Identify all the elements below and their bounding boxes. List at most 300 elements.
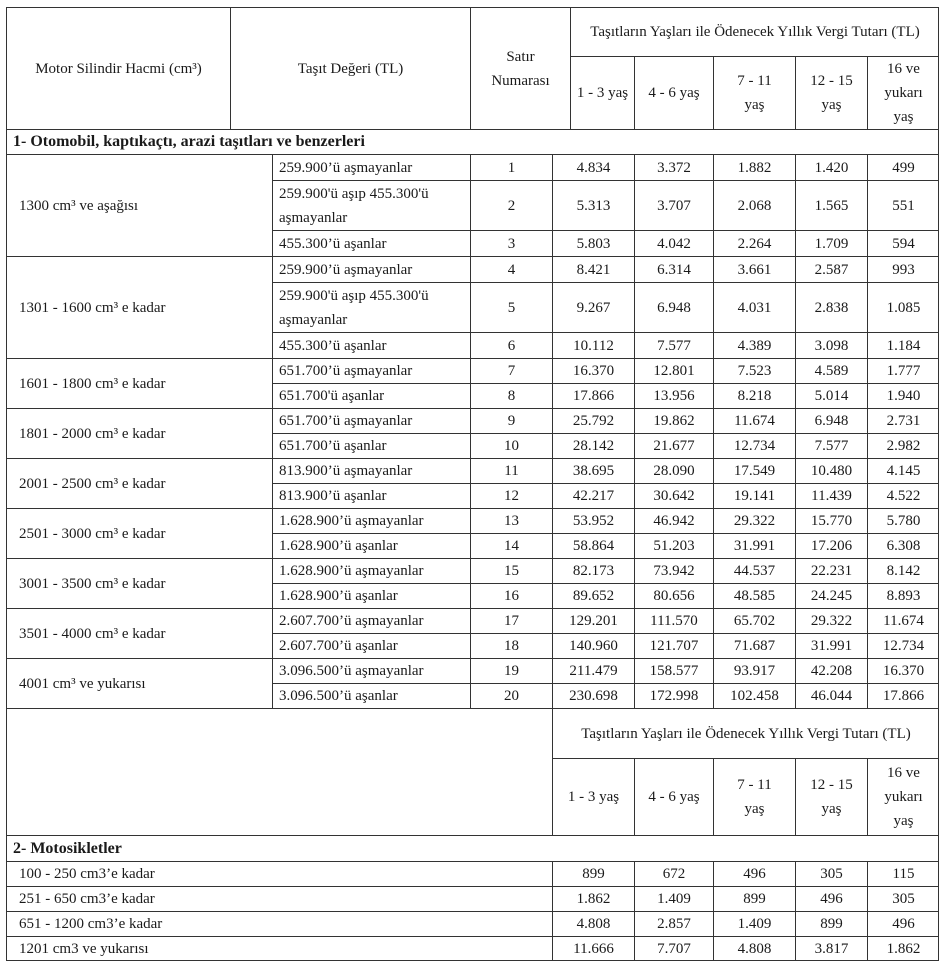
row-number-cell-text: 4 [507, 261, 516, 278]
tax-cell-text: 499 [892, 159, 915, 176]
tax-cell-text: 42.217 [572, 488, 615, 504]
vehicle-value-cell-text: 455.300’ü aşanlar [279, 337, 387, 354]
vehicle-value-cell-text: 813.900’ü aşanlar [279, 488, 387, 504]
tax-cell-text: 5.014 [814, 388, 849, 404]
motorcycle-tax-cell [713, 911, 795, 936]
motorcycle-engine-cell [6, 861, 552, 886]
tax-cell [867, 683, 939, 708]
row-number-cell-text: 7 [507, 363, 516, 379]
motorcycle-tax-cell [634, 936, 713, 961]
header-motor-cylinder-text: Motor Silindir Hacmi (cm³) [35, 60, 202, 77]
row-number-cell [470, 533, 552, 558]
tax-cell [867, 358, 939, 383]
row-number-cell-text: 5 [507, 299, 516, 316]
vehicle-value-cell [272, 683, 470, 708]
tax-cell-text: 13.956 [653, 388, 695, 404]
tax-cell [795, 282, 867, 332]
row-number-cell [470, 154, 552, 180]
tax-cell-text: 551 [892, 197, 915, 214]
tax-cell-text: 4.589 [814, 363, 849, 379]
tax-cell-text: 46.942 [653, 513, 695, 529]
vehicle-value-cell [272, 408, 470, 433]
row-number-cell-text: 11 [504, 463, 519, 479]
vehicle-value-cell [272, 180, 470, 230]
vehicle-value-cell-text: 259.900’ü aşmayanlar [279, 261, 413, 278]
tax-cell-text: 140.960 [569, 638, 618, 654]
section2-title-text: 2- Motosikletler [13, 839, 122, 857]
motorcycle-tax-cell [713, 886, 795, 911]
row-number-cell [470, 180, 552, 230]
tax-cell [867, 508, 939, 533]
tax-cell-text: 29.322 [810, 613, 853, 629]
tax-cell-text: 4.042 [657, 235, 691, 252]
tax-cell-text: 2.068 [737, 197, 772, 214]
tax-cell-text: 11.674 [883, 613, 924, 629]
tax-cell-text: 5.313 [576, 197, 611, 214]
tax-cell-text: 1.709 [814, 235, 849, 252]
tax-cell-text: 7.577 [814, 438, 849, 454]
tax-cell [713, 683, 795, 708]
tax-cell-text: 211.479 [569, 663, 618, 679]
tax-cell [867, 458, 939, 483]
engine-group-3 [6, 408, 272, 458]
motorcycle-engine-cell [6, 936, 552, 961]
vehicle-value-cell [272, 332, 470, 358]
tax-cell-text: 16.370 [882, 663, 925, 679]
tax-cell [867, 154, 939, 180]
row-number-cell [470, 282, 552, 332]
row-number-cell-text: 12 [504, 488, 519, 504]
tax-cell-text: 48.585 [733, 588, 776, 604]
motorcycle-engine-cell-text: 651 - 1200 cm3’e kadar [19, 916, 163, 932]
motorcycle-engine-cell [6, 911, 552, 936]
motorcycle-tax-cell [552, 861, 634, 886]
row-number-cell-text: 1 [507, 159, 516, 176]
motorcycle-tax-cell [552, 936, 634, 961]
tax-cell [867, 230, 939, 256]
tax-cell-text: 4.031 [737, 299, 772, 316]
vehicle-value-cell [272, 256, 470, 282]
tax-cell-text: 230.698 [569, 688, 618, 704]
vehicle-value-cell [272, 358, 470, 383]
vehicle-value-cell-text: 3.096.500’ü aşmayanlar [279, 663, 424, 679]
motorcycle-tax-cell-text: 4.808 [737, 941, 772, 957]
vehicle-value-cell [272, 608, 470, 633]
tax-cell-text: 6.948 [814, 413, 849, 429]
tax-cell-text: 53.952 [572, 513, 615, 529]
tax-cell [552, 483, 634, 508]
tax-cell-text: 111.570 [650, 613, 698, 629]
row-number-cell [470, 433, 552, 458]
tax-cell [634, 608, 713, 633]
row-number-cell-text: 3 [507, 235, 516, 252]
motorcycle-tax-cell [552, 911, 634, 936]
tax-cell-text: 8.893 [886, 588, 921, 604]
tax-cell-text: 1.184 [886, 337, 921, 354]
tax-cell-text: 17.866 [572, 388, 615, 404]
tax-cell [713, 658, 795, 683]
motorcycle-tax-cell-text: 11.666 [573, 941, 614, 957]
section1-title [6, 129, 939, 154]
tax-cell [552, 583, 634, 608]
tax-cell [634, 458, 713, 483]
tax-cell [713, 408, 795, 433]
tax-cell [552, 332, 634, 358]
section1-title-text: 1- Otomobil, kaptıkaçtı, arazi taşıtları ve benzerleri [13, 133, 365, 150]
tax-cell-text: 46.044 [810, 688, 853, 704]
vehicle-value-cell-text: 1.628.900’ü aşanlar [279, 588, 398, 604]
tax-cell-text: 17.866 [882, 688, 925, 704]
tax-cell-text: 24.245 [810, 588, 853, 604]
vehicle-value-cell [272, 533, 470, 558]
tax-cell-text: 29.322 [733, 513, 776, 529]
tax-cell-text: 51.203 [653, 538, 695, 554]
motorcycle-tax-cell-text: 2.857 [657, 916, 691, 932]
tax-cell-text: 1.882 [737, 159, 772, 176]
engine-group-0-text: 1300 cm³ ve aşağısı [19, 197, 139, 214]
motorcycle-tax-cell-text: 496 [892, 916, 915, 932]
tax-cell-text: 28.142 [572, 438, 615, 454]
motorcycle-tax-cell [634, 861, 713, 886]
motorcycle-engine-cell [6, 886, 552, 911]
vehicle-value-cell [272, 230, 470, 256]
engine-group-4 [6, 458, 272, 508]
tax-cell [552, 180, 634, 230]
vehicle-value-cell [272, 483, 470, 508]
vehicle-value-cell [272, 633, 470, 658]
tax-cell [634, 433, 713, 458]
tax-cell-text: 58.864 [572, 538, 615, 554]
tax-cell [634, 230, 713, 256]
row-number-cell [470, 230, 552, 256]
tax-cell [795, 583, 867, 608]
vehicle-value-cell [272, 458, 470, 483]
tax-cell [713, 608, 795, 633]
tax-cell-text: 1.777 [886, 363, 921, 379]
vehicle-value-cell [272, 282, 470, 332]
tax-cell-text: 4.145 [886, 463, 921, 479]
tax-cell [713, 483, 795, 508]
vehicle-value-cell [272, 558, 470, 583]
tax-cell-text: 11.439 [811, 488, 852, 504]
section2-tax-group-text: Taşıtların Yaşları ile Ödenecek Yıllık Vergi Tutarı (TL) [581, 725, 911, 742]
engine-group-1 [6, 256, 272, 358]
section2-age-4 [867, 758, 939, 835]
tax-cell [634, 282, 713, 332]
tax-cell-text: 10.480 [810, 463, 853, 479]
tax-cell-text: 6.948 [657, 299, 691, 316]
tax-cell [552, 230, 634, 256]
tax-cell [795, 180, 867, 230]
motorcycle-engine-cell-text: 251 - 650 cm3’e kadar [19, 891, 155, 907]
vehicle-value-cell-text: 259.900'ü aşıp 455.300'ü aşmayanlar [279, 287, 429, 328]
motorcycle-tax-cell [867, 886, 939, 911]
tax-cell [552, 433, 634, 458]
tax-cell-text: 7.523 [737, 363, 772, 379]
header-age-0-text: 1 - 3 yaş [576, 85, 629, 101]
tax-cell [634, 558, 713, 583]
tax-cell [713, 358, 795, 383]
tax-cell [795, 408, 867, 433]
vehicle-value-cell [272, 154, 470, 180]
motorcycle-tax-cell [867, 936, 939, 961]
tax-cell-text: 594 [892, 235, 915, 252]
tax-cell [713, 433, 795, 458]
vehicle-value-cell-text: 3.096.500’ü aşanlar [279, 688, 398, 704]
vehicle-value-cell [272, 583, 470, 608]
tax-cell-text: 8.218 [737, 388, 772, 404]
engine-group-7-text: 3501 - 4000 cm³ e kadar [19, 625, 166, 642]
tax-cell [867, 558, 939, 583]
row-number-cell [470, 483, 552, 508]
tax-cell-text: 12.734 [882, 638, 925, 654]
motorcycle-tax-cell-text: 115 [892, 866, 915, 882]
tax-cell-text: 5.803 [576, 235, 611, 252]
vehicle-value-cell-text: 651.700’ü aşmayanlar [279, 413, 413, 429]
motorcycle-tax-cell-text: 305 [892, 891, 915, 907]
tax-cell-text: 31.991 [733, 538, 776, 554]
row-number-cell-text: 15 [504, 563, 519, 579]
tax-cell [552, 608, 634, 633]
motorcycle-tax-cell [795, 861, 867, 886]
header-row-number [470, 7, 570, 129]
section2-age-1 [634, 758, 713, 835]
tax-cell-text: 31.991 [810, 638, 853, 654]
tax-cell-text: 17.549 [733, 463, 776, 479]
engine-group-2-text: 1601 - 1800 cm³ e kadar [19, 375, 166, 392]
vehicle-value-cell [272, 433, 470, 458]
tax-cell [713, 533, 795, 558]
tax-cell [713, 154, 795, 180]
row-number-cell-text: 10 [504, 438, 519, 454]
motorcycle-tax-cell [795, 911, 867, 936]
vehicle-value-cell-text: 259.900'ü aşıp 455.300'ü aşmayanlar [279, 185, 429, 226]
motorcycle-tax-cell-text: 7.707 [657, 941, 691, 957]
tax-cell [867, 533, 939, 558]
header-age-2-text: 7 - 11 yaş [737, 73, 772, 113]
tax-cell-text: 8.421 [576, 261, 611, 278]
tax-cell-text: 3.098 [814, 337, 849, 354]
tax-cell [713, 383, 795, 408]
vehicle-value-cell-text: 651.700’ü aşanlar [279, 438, 387, 454]
motorcycle-tax-cell-text: 1.409 [737, 916, 772, 932]
tax-cell [634, 180, 713, 230]
tax-cell [795, 358, 867, 383]
tax-cell-text: 12.734 [733, 438, 776, 454]
tax-cell [634, 154, 713, 180]
tax-cell-text: 16.370 [572, 363, 615, 379]
engine-group-8-text: 4001 cm³ ve yukarısı [19, 675, 146, 692]
tax-cell [634, 683, 713, 708]
tax-cell [795, 533, 867, 558]
section2-age-3-text: 12 - 15 yaş [810, 777, 853, 817]
motorcycle-tax-cell-text: 899 [582, 866, 605, 882]
tax-cell [795, 256, 867, 282]
tax-cell-text: 9.267 [576, 299, 611, 316]
tax-cell [634, 633, 713, 658]
engine-group-6-text: 3001 - 3500 cm³ e kadar [19, 575, 166, 592]
tax-cell-text: 19.862 [653, 413, 695, 429]
section2-age-4-text: 16 ve yukarı yaş [884, 765, 923, 829]
tax-cell [552, 558, 634, 583]
tax-cell-text: 2.731 [886, 413, 921, 429]
header-age-0 [570, 56, 634, 129]
engine-group-6 [6, 558, 272, 608]
tax-cell [552, 358, 634, 383]
tax-cell [795, 683, 867, 708]
section2-age-3 [795, 758, 867, 835]
engine-group-1-text: 1301 - 1600 cm³ e kadar [19, 299, 166, 316]
tax-cell [634, 483, 713, 508]
tax-cell [634, 358, 713, 383]
tax-cell [713, 633, 795, 658]
tax-cell [713, 256, 795, 282]
header-age-4 [867, 56, 939, 129]
section2-age-2-text: 7 - 11 yaş [737, 777, 772, 817]
tax-cell [795, 332, 867, 358]
tax-cell-text: 44.537 [733, 563, 776, 579]
tax-cell [552, 508, 634, 533]
tax-cell-text: 4.522 [886, 488, 921, 504]
tax-cell [795, 508, 867, 533]
tax-cell [634, 533, 713, 558]
header-age-2 [713, 56, 795, 129]
row-number-cell [470, 256, 552, 282]
tax-cell-text: 89.652 [572, 588, 615, 604]
vehicle-value-cell-text: 2.607.700’ü aşmayanlar [279, 613, 424, 629]
engine-group-4-text: 2001 - 2500 cm³ e kadar [19, 475, 166, 492]
vehicle-value-cell [272, 658, 470, 683]
header-age-1 [634, 56, 713, 129]
tax-cell-text: 12.801 [653, 363, 695, 379]
header-tax-group-text: Taşıtların Yaşları ile Ödenecek Yıllık Vergi Tutarı (TL) [590, 24, 920, 40]
row-number-cell [470, 558, 552, 583]
vehicle-value-cell [272, 383, 470, 408]
tax-cell [867, 256, 939, 282]
row-number-cell [470, 608, 552, 633]
row-number-cell [470, 332, 552, 358]
motorcycle-tax-cell-text: 3.817 [814, 941, 849, 957]
row-number-cell-text: 18 [504, 638, 519, 654]
motorcycle-engine-cell-text: 1201 cm3 ve yukarısı [19, 941, 149, 957]
tax-cell [713, 180, 795, 230]
tax-cell-text: 2.982 [886, 438, 921, 454]
tax-cell-text: 5.780 [886, 513, 921, 529]
motorcycle-tax-cell-text: 4.808 [576, 916, 611, 932]
tax-cell-text: 38.695 [572, 463, 615, 479]
tax-cell [634, 383, 713, 408]
section2-age-2 [713, 758, 795, 835]
tax-cell-text: 3.372 [657, 159, 691, 176]
tax-cell-text: 11.674 [734, 413, 775, 429]
tax-cell [795, 458, 867, 483]
row-number-cell [470, 458, 552, 483]
tax-cell [867, 483, 939, 508]
tax-cell-text: 30.642 [653, 488, 695, 504]
engine-group-8 [6, 658, 272, 708]
tax-cell [634, 408, 713, 433]
row-number-cell [470, 408, 552, 433]
header-row-number-text: Satır Numarası [491, 48, 550, 89]
tax-cell-text: 22.231 [810, 563, 853, 579]
header-age-4-text: 16 ve yukarı yaş [884, 61, 923, 125]
motorcycle-tax-cell-text: 1.409 [657, 891, 691, 907]
header-vehicle-value [230, 7, 470, 129]
row-number-cell-text: 2 [507, 197, 516, 214]
tax-cell [795, 658, 867, 683]
row-number-cell-text: 13 [504, 513, 519, 529]
tax-cell-text: 3.707 [657, 197, 691, 214]
engine-group-3-text: 1801 - 2000 cm³ e kadar [19, 425, 166, 442]
row-number-cell-text: 16 [504, 588, 519, 604]
tax-cell [634, 332, 713, 358]
tax-cell [867, 408, 939, 433]
tax-cell-text: 6.308 [886, 538, 921, 554]
tax-cell [795, 608, 867, 633]
tax-cell-text: 10.112 [573, 337, 614, 354]
tax-cell-text: 6.314 [657, 261, 691, 278]
engine-group-2 [6, 358, 272, 408]
tax-cell [867, 583, 939, 608]
vehicle-value-cell-text: 2.607.700’ü aşanlar [279, 638, 398, 654]
motorcycle-engine-cell-text: 100 - 250 cm3’e kadar [19, 866, 155, 882]
row-number-cell [470, 383, 552, 408]
tax-cell-text: 121.707 [649, 638, 699, 654]
tax-cell-text: 65.702 [733, 613, 776, 629]
tax-cell [867, 433, 939, 458]
motorcycle-tax-cell-text: 672 [662, 866, 686, 882]
tax-cell-text: 71.687 [733, 638, 776, 654]
engine-group-7 [6, 608, 272, 658]
tax-cell [713, 558, 795, 583]
tax-cell [552, 282, 634, 332]
tax-cell-text: 2.264 [737, 235, 772, 252]
motorcycle-tax-cell [867, 911, 939, 936]
motorcycle-tax-cell-text: 496 [820, 891, 843, 907]
tax-cell [552, 383, 634, 408]
tax-cell-text: 129.201 [569, 613, 618, 629]
tax-cell-text: 172.998 [649, 688, 699, 704]
motorcycle-tax-cell-text: 1.862 [886, 941, 921, 957]
tax-cell [713, 230, 795, 256]
motorcycle-tax-cell [795, 936, 867, 961]
section2-age-0-text: 1 - 3 yaş [567, 789, 620, 805]
tax-cell-text: 2.838 [814, 299, 849, 316]
section2-age-1-text: 4 - 6 yaş [648, 789, 700, 805]
tax-cell-text: 17.206 [810, 538, 853, 554]
vehicle-value-cell-text: 813.900’ü aşmayanlar [279, 463, 413, 479]
tax-cell-text: 102.458 [730, 688, 779, 704]
tax-cell [552, 658, 634, 683]
tax-cell-text: 3.661 [737, 261, 772, 278]
row-number-cell-text: 14 [504, 538, 519, 554]
tax-cell [713, 332, 795, 358]
tax-cell [867, 658, 939, 683]
tax-cell-text: 1.940 [886, 388, 921, 404]
motorcycle-tax-cell-text: 899 [820, 916, 843, 932]
motorcycle-tax-cell [713, 936, 795, 961]
tax-cell [713, 508, 795, 533]
tax-cell-text: 1.565 [814, 197, 849, 214]
row-number-cell-text: 19 [504, 663, 519, 679]
tax-cell-text: 93.917 [733, 663, 776, 679]
section2-tax-group [552, 708, 939, 758]
tax-cell-text: 4.834 [576, 159, 611, 176]
tax-cell-text: 8.142 [886, 563, 921, 579]
tax-cell [867, 608, 939, 633]
header-age-3 [795, 56, 867, 129]
tax-cell-text: 158.577 [649, 663, 699, 679]
